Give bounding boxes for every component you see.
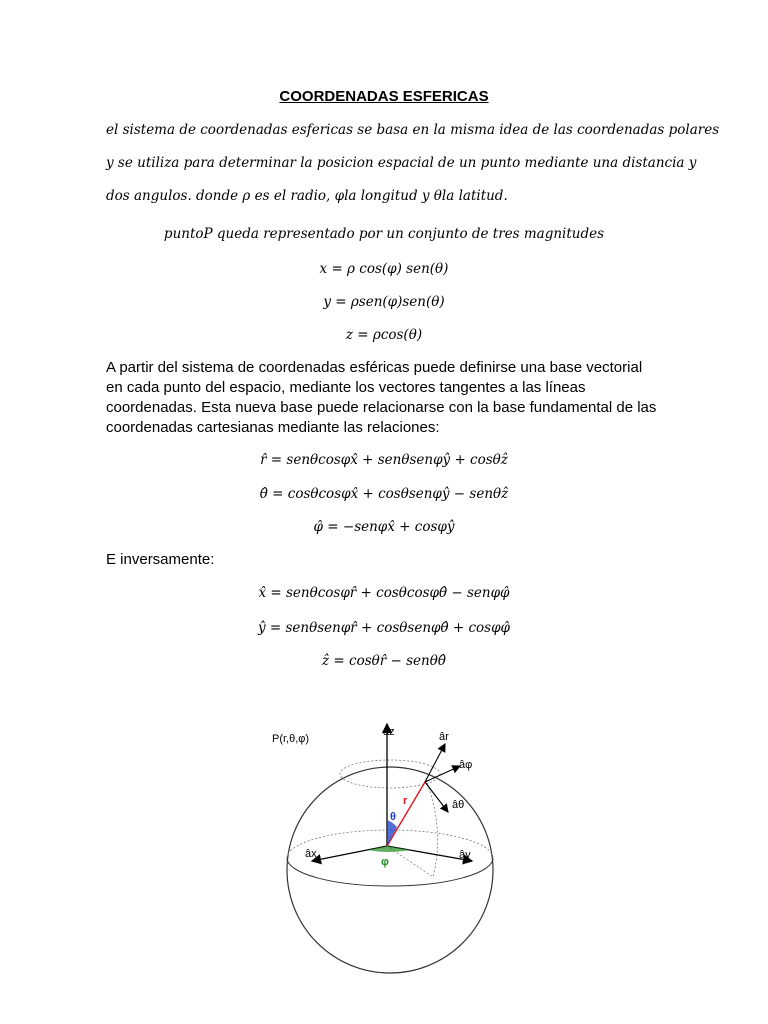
r-label: r	[403, 795, 408, 807]
ar-label: âr	[439, 731, 449, 743]
page-title	[0, 88, 768, 105]
ax-label: âx	[305, 848, 317, 860]
sphere-outline	[287, 767, 493, 973]
phi-angle-wedge	[368, 846, 410, 852]
equation-y: y = ρsen(φ)sen(θ)	[323, 294, 445, 310]
basis-equation-r: r̂ = senθcosφx̂ + senθsenφŷ + cosθẑ	[260, 452, 508, 468]
phi-label: φ	[381, 856, 389, 868]
equator-front	[287, 858, 493, 886]
basis-equation-phi: φ̂ = −senφx̂ + cosφŷ	[313, 519, 455, 535]
meridian-line	[426, 780, 438, 877]
point-label: P(r,θ,φ)	[272, 733, 310, 745]
aphi-vector	[425, 766, 460, 782]
aphi-label: âφ	[459, 759, 473, 771]
spherical-coordinates-diagram	[250, 720, 510, 1010]
point-line: puntoP queda representado por un conjunto de tres magnitudes	[163, 226, 605, 242]
theta-label: θ	[390, 811, 396, 823]
inverse-equation-y: ŷ = senθsenφr̂ + cosθsenφθ̂ + cosφφ̂	[257, 620, 511, 636]
inverse-equation-z: ẑ = cosθr̂ − senθθ̂	[322, 653, 446, 669]
atheta-label: âθ	[452, 799, 465, 811]
basis-paragraph	[106, 358, 676, 438]
intro-line-1: el sistema de coordenadas esfericas se basa en la misma idea de las coordenadas polares	[106, 122, 720, 138]
page-title-text: COORDENADAS ESFERICAS	[279, 88, 489, 105]
ay-label: ây	[459, 849, 471, 861]
inverse-label: E inversamente:	[106, 551, 215, 568]
x-axis	[312, 846, 387, 861]
paragraph-line-2: en cada punto del espacio, mediante los vectores tangentes a las líneas	[106, 379, 586, 396]
ar-vector	[425, 744, 445, 782]
equation-x: x = ρ cos(φ) sen(θ)	[319, 261, 449, 277]
intro-line-2: y se utiliza para determinar la posicion espacial de un punto mediante una distancia y	[106, 155, 697, 171]
atheta-vector	[425, 782, 448, 812]
latitude-circle	[340, 760, 440, 788]
paragraph-line-4: coordenadas cartesianas mediante las relaciones:	[106, 419, 440, 436]
paragraph-line-3: coordenadas. Esta nueva base puede relacionarse con la base fundamental de las	[106, 399, 657, 416]
paragraph-line-1: A partir del sistema de coordenadas esféricas puede definirse una base vectorial	[106, 359, 643, 376]
basis-equation-theta: θ̂ = cosθcosφx̂ + cosθsenφŷ − senθẑ	[259, 486, 509, 502]
intro-line-3: dos angulos. donde ρ es el radio, φla longitud y θla latitud.	[106, 188, 508, 204]
az-label: âz	[383, 726, 395, 738]
equation-z: z = ρcos(θ)	[345, 327, 423, 343]
inverse-equation-x: x̂ = senθcosφr̂ + cosθcosφθ̂ − senφφ̂	[258, 585, 510, 601]
